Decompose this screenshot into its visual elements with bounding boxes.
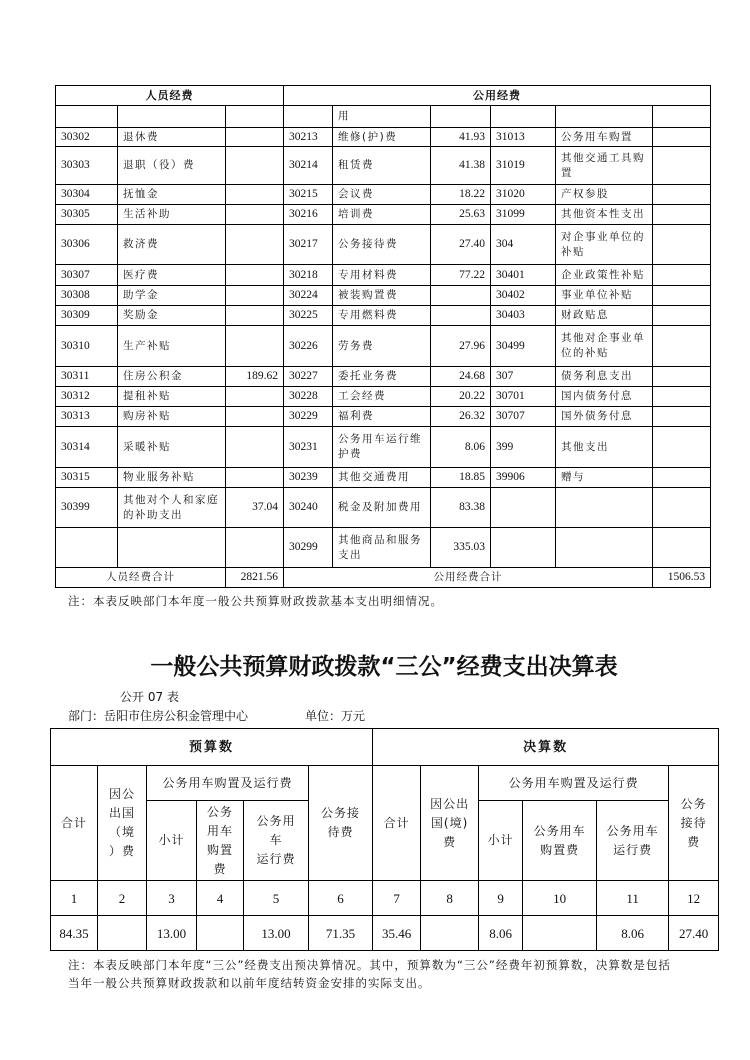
expense-amount-cell	[653, 427, 711, 468]
tp-column-number-cell: 3	[147, 881, 197, 916]
expense-amount-cell	[653, 205, 711, 225]
expense-code-cell: 31099	[491, 205, 556, 225]
expense-name-cell: 助学金	[118, 286, 226, 306]
three-public-note: 注：本表反映部门本年度“三公”经费支出预决算情况。其中，预算数为“三公”经费年初预算数，决算数是包括 当年一般公共预算财政拨款和以前年度结转资金安排的实际支出。	[68, 958, 671, 990]
expense-name-cell: 债务利息支出	[556, 367, 653, 387]
expense-name-cell: 福利费	[333, 407, 431, 427]
expense-amount-cell: 18.22	[431, 185, 491, 205]
expense-name-cell: 其他商品和服务 支出	[333, 528, 431, 568]
expense-row	[56, 265, 711, 286]
expense-code-cell: 30216	[284, 205, 333, 225]
expense-code-cell: 30225	[284, 306, 333, 326]
department-label: 部门：岳阳市住房公积金管理中心	[68, 709, 249, 723]
expense-amount-cell	[653, 407, 711, 427]
personnel-expense-header: 人员经费	[56, 86, 284, 106]
tp-column-number-cell: 5	[244, 881, 309, 916]
expense-name-cell: 对企事业单位的 补贴	[556, 225, 653, 265]
expense-amount-cell	[226, 286, 284, 306]
expense-amount-cell	[226, 205, 284, 225]
expense-name-cell: 提租补贴	[118, 387, 226, 407]
expense-code-cell: 30306	[56, 225, 118, 265]
final-vehicle-subtotal-header: 小计	[479, 801, 523, 881]
expense-name-cell: 救济费	[118, 225, 226, 265]
final-reception-header: 公务 接待 费	[669, 766, 719, 881]
expense-name-cell: 国内债务付息	[556, 387, 653, 407]
expense-name-cell	[118, 106, 226, 128]
expense-amount-cell: 27.40	[431, 225, 491, 265]
expense-amount-cell	[653, 265, 711, 286]
expense-name-cell: 专用材料费	[333, 265, 431, 286]
expense-code-cell: 30312	[56, 387, 118, 407]
page-title: 一般公共预算财政拨款“三公”经费支出决算表	[150, 654, 618, 680]
final-vehicle-purchase-header: 公务用车 购置费	[523, 801, 597, 881]
tp-value-cell: 84.35	[51, 916, 98, 951]
expense-code-cell: 30310	[56, 326, 118, 367]
expense-name-cell: 事业单位补贴	[556, 286, 653, 306]
budget-header: 预算数	[51, 729, 373, 766]
expense-name-cell: 用	[333, 106, 431, 128]
expense-code-cell: 307	[491, 367, 556, 387]
expense-amount-cell	[653, 286, 711, 306]
tp-value-cell: 71.35	[309, 916, 373, 951]
expense-code-cell: 30303	[56, 147, 118, 185]
expense-name-cell	[118, 528, 226, 568]
expense-amount-cell: 37.04	[226, 488, 284, 528]
expense-amount-cell	[226, 306, 284, 326]
expense-amount-cell	[653, 488, 711, 528]
expense-code-cell: 30218	[284, 265, 333, 286]
tp-column-number-cell: 6	[309, 881, 373, 916]
expense-name-cell: 购房补贴	[118, 407, 226, 427]
expense-amount-cell	[226, 427, 284, 468]
tp-value-cell: 13.00	[244, 916, 309, 951]
expense-name-cell: 租赁费	[333, 147, 431, 185]
expense-name-cell: 其他支出	[556, 427, 653, 468]
budget-reception-header: 公务接 待费	[309, 766, 373, 881]
expense-code-cell: 31020	[491, 185, 556, 205]
expense-amount-cell	[226, 326, 284, 367]
expense-name-cell: 赠与	[556, 468, 653, 488]
tp-header-row	[51, 729, 719, 766]
final-vehicle-operation-header: 公务用车 运行费	[597, 801, 669, 881]
expense-code-cell: 30309	[56, 306, 118, 326]
three-public-expense-table	[50, 728, 719, 951]
tp-column-number-cell: 2	[98, 881, 147, 916]
expense-amount-cell	[653, 306, 711, 326]
tp-column-number-cell: 7	[373, 881, 421, 916]
expense-code-cell: 30239	[284, 468, 333, 488]
expense-name-cell: 采暖补贴	[118, 427, 226, 468]
expense-code-cell	[491, 488, 556, 528]
expense-amount-cell	[226, 185, 284, 205]
expense-amount-cell	[226, 147, 284, 185]
tp-column-number-row	[51, 881, 719, 916]
unit-label: 单位：万元	[305, 709, 366, 723]
expense-name-cell: 物业服务补贴	[118, 468, 226, 488]
expense-code-cell: 31019	[491, 147, 556, 185]
expense-code-cell: 39906	[491, 468, 556, 488]
expense-code-cell: 30217	[284, 225, 333, 265]
final-header: 决算数	[373, 729, 719, 766]
personnel-total-value: 2821.56	[226, 568, 284, 588]
expense-code-cell: 30313	[56, 407, 118, 427]
expense-name-cell: 委托业务费	[333, 367, 431, 387]
expense-code-cell: 30401	[491, 265, 556, 286]
expense-name-cell: 税金及附加费用	[333, 488, 431, 528]
expense-amount-cell	[653, 326, 711, 367]
tp-value-cell: 8.06	[597, 916, 669, 951]
expense-name-cell: 公务用车运行维 护费	[333, 427, 431, 468]
expense-row	[56, 106, 711, 128]
expense-code-cell: 30228	[284, 387, 333, 407]
expense-code-cell: 30227	[284, 367, 333, 387]
expense-code-cell: 30304	[56, 185, 118, 205]
expense-code-cell: 30499	[491, 326, 556, 367]
expense-amount-cell	[653, 225, 711, 265]
expense-code-cell	[56, 528, 118, 568]
expense-code-cell: 30214	[284, 147, 333, 185]
expense-row	[56, 427, 711, 468]
expense-code-cell: 30302	[56, 128, 118, 147]
expense-name-cell: 会议费	[333, 185, 431, 205]
expense-code-cell: 30315	[56, 468, 118, 488]
tp-value-cell: 35.46	[373, 916, 421, 951]
tp-column-number-cell: 9	[479, 881, 523, 916]
expense-name-cell	[556, 106, 653, 128]
expense-code-cell: 30399	[56, 488, 118, 528]
expense-code-cell: 30707	[491, 407, 556, 427]
expense-code-cell: 30701	[491, 387, 556, 407]
expense-amount-cell	[653, 367, 711, 387]
expense-header-row	[56, 86, 711, 106]
expense-row	[56, 147, 711, 185]
expense-code-cell: 30305	[56, 205, 118, 225]
expense-amount-cell	[226, 225, 284, 265]
expense-amount-cell: 26.32	[431, 407, 491, 427]
expense-name-cell: 其他交通工具购 置	[556, 147, 653, 185]
expense-code-cell: 30226	[284, 326, 333, 367]
expense-row	[56, 528, 711, 568]
tp-column-number-cell: 4	[197, 881, 244, 916]
expense-code-cell	[491, 106, 556, 128]
expense-name-cell: 公务接待费	[333, 225, 431, 265]
expense-row	[56, 326, 711, 367]
expense-row	[56, 367, 711, 387]
expense-amount-cell: 8.06	[431, 427, 491, 468]
expense-name-cell: 被装购置费	[333, 286, 431, 306]
expense-name-cell: 公务用车购置	[556, 128, 653, 147]
budget-vehicle-group-header: 公务用车购置及运行费	[147, 766, 309, 801]
tp-column-number-cell: 10	[523, 881, 597, 916]
expense-amount-cell	[226, 265, 284, 286]
expense-amount-cell: 24.68	[431, 367, 491, 387]
basic-expenditure-table	[55, 85, 711, 588]
expense-name-cell: 其他资本性支出	[556, 205, 653, 225]
expense-amount-cell	[226, 468, 284, 488]
expense-name-cell: 专用燃料费	[333, 306, 431, 326]
expense-row	[56, 128, 711, 147]
expense-name-cell: 医疗费	[118, 265, 226, 286]
tp-value-cell: 13.00	[147, 916, 197, 951]
expense-name-cell: 退休费	[118, 128, 226, 147]
tp-value-cell: 27.40	[669, 916, 719, 951]
tp-value-cell	[421, 916, 479, 951]
expense-code-cell	[491, 528, 556, 568]
expense-row	[56, 387, 711, 407]
expense-amount-cell	[653, 147, 711, 185]
expense-amount-cell	[226, 128, 284, 147]
tp-column-number-cell: 12	[669, 881, 719, 916]
expense-amount-cell: 77.22	[431, 265, 491, 286]
expense-code-cell: 30307	[56, 265, 118, 286]
public-expense-header: 公用经费	[284, 86, 711, 106]
expense-row	[56, 407, 711, 427]
table-number: 公开 07 表	[120, 690, 179, 704]
expense-amount-cell: 83.38	[431, 488, 491, 528]
expense-amount-cell	[226, 407, 284, 427]
expense-name-cell: 产权参股	[556, 185, 653, 205]
expense-code-cell: 30213	[284, 128, 333, 147]
expense-amount-cell	[431, 306, 491, 326]
expense-amount-cell	[653, 528, 711, 568]
final-vehicle-group-header: 公务用车购置及运行费	[479, 766, 669, 801]
expense-amount-cell: 25.63	[431, 205, 491, 225]
expense-amount-cell	[431, 286, 491, 306]
expense-amount-cell	[653, 106, 711, 128]
budget-vehicle-operation-header: 公务用 车 运行费	[244, 801, 309, 881]
tp-column-number-cell: 11	[597, 881, 669, 916]
expense-row	[56, 185, 711, 205]
expense-code-cell: 30224	[284, 286, 333, 306]
tp-value-cell	[98, 916, 147, 951]
expense-code-cell	[56, 106, 118, 128]
tp-column-number-cell: 8	[421, 881, 479, 916]
expense-amount-cell	[226, 106, 284, 128]
expense-code-cell: 30299	[284, 528, 333, 568]
expense-amount-cell	[226, 528, 284, 568]
expense-amount-cell	[653, 128, 711, 147]
tp-value-row	[51, 916, 719, 951]
expense-name-cell: 生活补助	[118, 205, 226, 225]
expense-code-cell: 30240	[284, 488, 333, 528]
final-total-header: 合计	[373, 766, 421, 881]
tp-value-cell	[523, 916, 597, 951]
personnel-total-label: 人员经费合计	[56, 568, 226, 588]
expense-name-cell: 奖励金	[118, 306, 226, 326]
basic-expenditure-note: 注：本表反映部门本年度一般公共预算财政拨款基本支出明细情况。	[68, 594, 443, 608]
expense-code-cell: 31013	[491, 128, 556, 147]
budget-total-header: 合计	[51, 766, 98, 881]
public-total-label: 公用经费合计	[284, 568, 653, 588]
expense-amount-cell	[653, 387, 711, 407]
expense-name-cell: 退职（役）费	[118, 147, 226, 185]
expense-amount-cell: 27.96	[431, 326, 491, 367]
expense-name-cell: 企业政策性补贴	[556, 265, 653, 286]
budget-abroad-header: 因公 出国 （境 ）费	[98, 766, 147, 881]
tp-subheader-row	[51, 766, 719, 801]
tp-column-number-cell: 1	[51, 881, 98, 916]
budget-vehicle-purchase-header: 公务 用车 购置 费	[197, 801, 244, 881]
expense-amount-cell: 41.93	[431, 128, 491, 147]
expense-name-cell: 其他对企事业单 位的补贴	[556, 326, 653, 367]
expense-code-cell: 30215	[284, 185, 333, 205]
expense-name-cell: 工会经费	[333, 387, 431, 407]
expense-amount-cell: 335.03	[431, 528, 491, 568]
final-abroad-header: 因公出 国(境) 费	[421, 766, 479, 881]
expense-name-cell: 其他交通费用	[333, 468, 431, 488]
expense-name-cell	[556, 488, 653, 528]
expense-code-cell: 30403	[491, 306, 556, 326]
budget-vehicle-subtotal-header: 小计	[147, 801, 197, 881]
expense-name-cell: 抚恤金	[118, 185, 226, 205]
expense-code-cell: 30231	[284, 427, 333, 468]
expense-amount-cell	[653, 185, 711, 205]
expense-amount-cell	[431, 106, 491, 128]
expense-code-cell: 399	[491, 427, 556, 468]
expense-amount-cell: 18.85	[431, 468, 491, 488]
expense-name-cell	[556, 528, 653, 568]
expense-amount-cell	[226, 387, 284, 407]
expense-code-cell: 30314	[56, 427, 118, 468]
expense-name-cell: 培训费	[333, 205, 431, 225]
expense-code-cell: 30402	[491, 286, 556, 306]
expense-row	[56, 468, 711, 488]
expense-name-cell: 国外债务付息	[556, 407, 653, 427]
expense-amount-cell: 189.62	[226, 367, 284, 387]
expense-amount-cell: 20.22	[431, 387, 491, 407]
expense-row	[56, 286, 711, 306]
expense-code-cell: 304	[491, 225, 556, 265]
expense-name-cell: 其他对个人和家庭 的补助支出	[118, 488, 226, 528]
expense-row	[56, 488, 711, 528]
expense-row	[56, 225, 711, 265]
expense-code-cell	[284, 106, 333, 128]
expense-name-cell: 劳务费	[333, 326, 431, 367]
expense-name-cell: 财政贴息	[556, 306, 653, 326]
expense-code-cell: 30229	[284, 407, 333, 427]
expense-name-cell: 生产补贴	[118, 326, 226, 367]
tp-value-cell: 8.06	[479, 916, 523, 951]
expense-amount-cell	[653, 468, 711, 488]
expense-total-row	[56, 568, 711, 588]
expense-name-cell: 维修(护)费	[333, 128, 431, 147]
expense-row	[56, 205, 711, 225]
expense-code-cell: 30311	[56, 367, 118, 387]
expense-row	[56, 306, 711, 326]
tp-value-cell	[197, 916, 244, 951]
public-total-value: 1506.53	[653, 568, 711, 588]
expense-code-cell: 30308	[56, 286, 118, 306]
expense-amount-cell: 41.38	[431, 147, 491, 185]
expense-name-cell: 住房公积金	[118, 367, 226, 387]
